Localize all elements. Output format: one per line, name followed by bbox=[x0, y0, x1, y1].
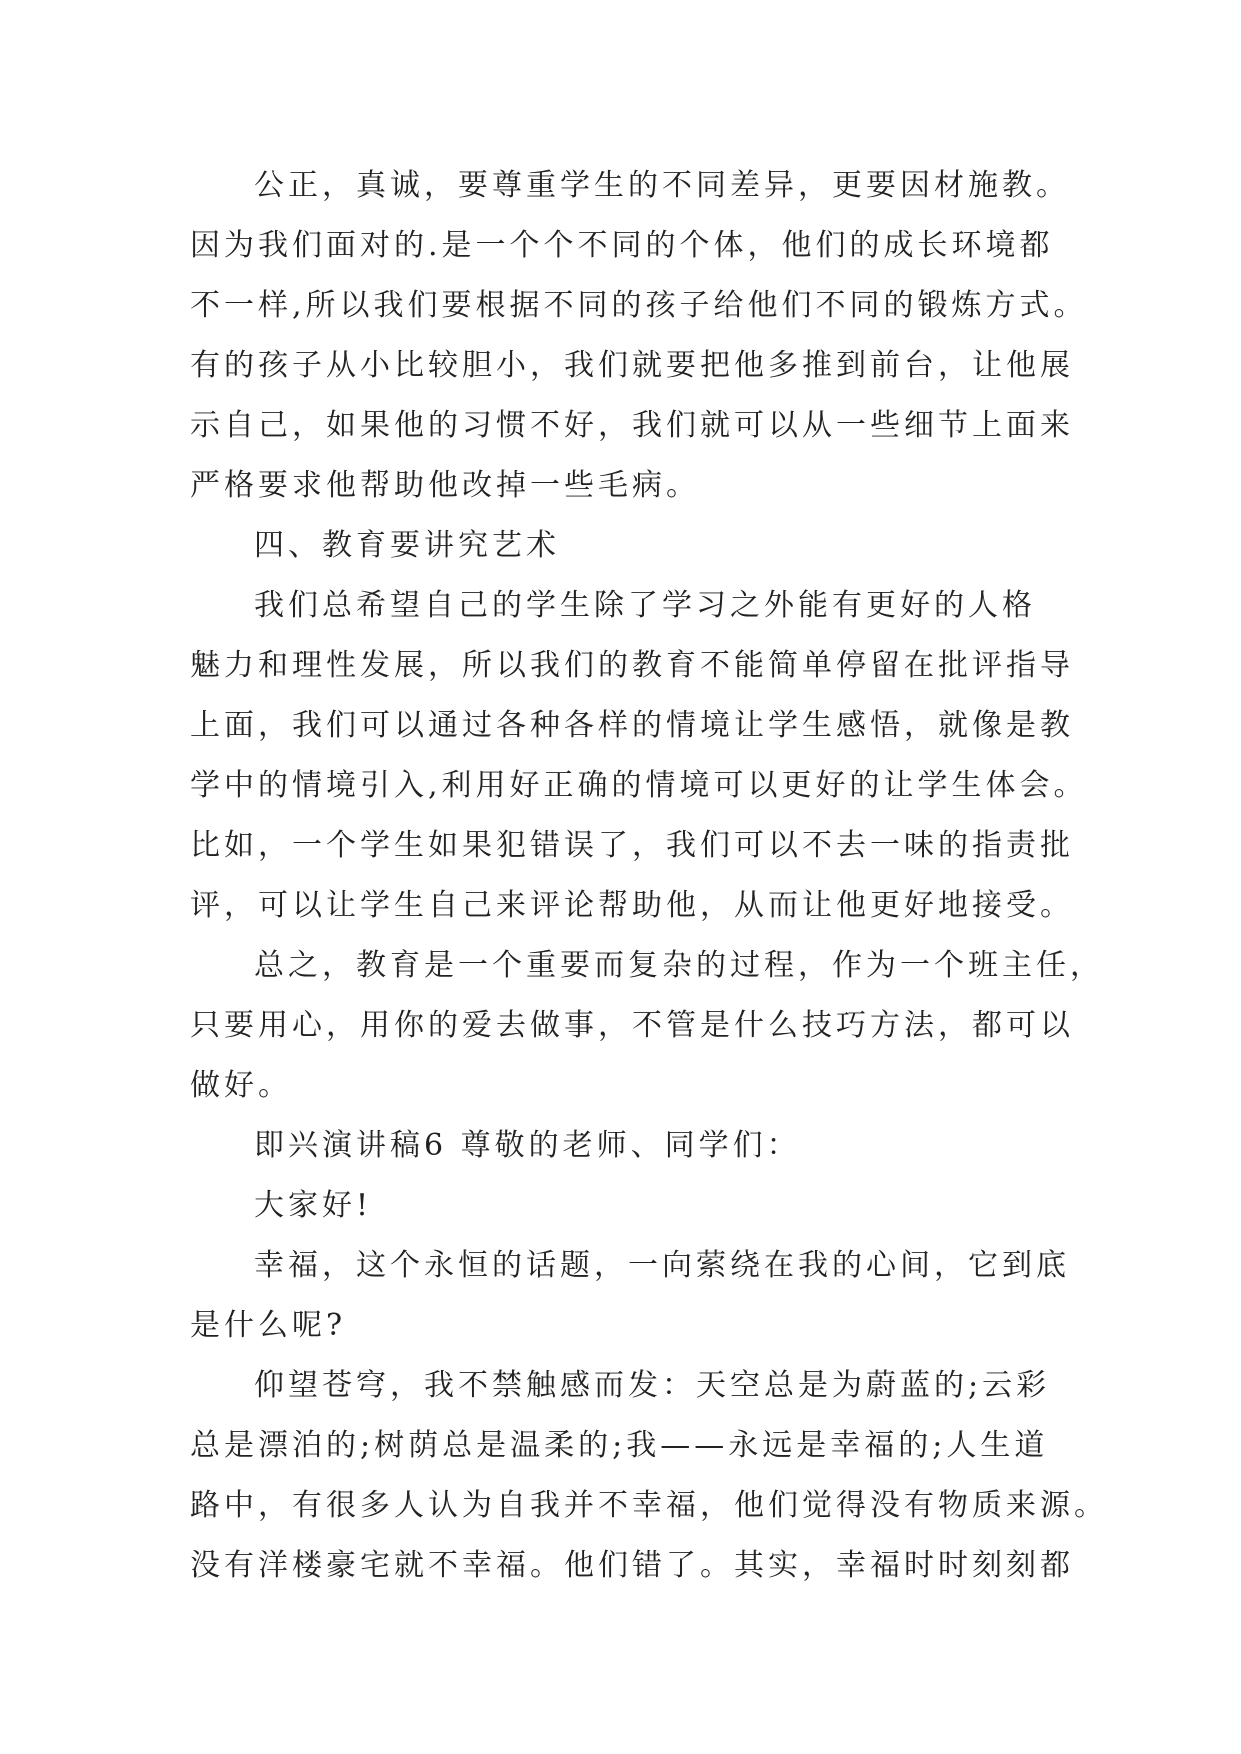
text-line: 没有洋楼豪宅就不幸福。他们错了。其实，幸福时时刻刻都 bbox=[190, 1548, 1074, 1583]
text-line: 上面，我们可以通过各种各样的情境让学生感悟，就像是教 bbox=[190, 708, 1074, 743]
section-heading: 四、教育要讲究艺术 bbox=[254, 528, 560, 563]
text-line: 是什么呢? bbox=[190, 1308, 347, 1343]
text-line: 不一样,所以我们要根据不同的孩子给他们不同的锻炼方式。 bbox=[190, 288, 1088, 323]
text-line: 我们总希望自己的学生除了学习之外能有更好的人格 bbox=[254, 588, 1036, 623]
text-line: 公正，真诚，要尊重学生的不同差异，更要因材施教。 bbox=[254, 168, 1070, 203]
text-line: 学中的情境引入,利用好正确的情境可以更好的让学生体会。 bbox=[190, 768, 1088, 803]
text-line: 比如，一个学生如果犯错误了，我们可以不去一味的指责批 bbox=[190, 828, 1074, 863]
text-line: 严格要求他帮助他改掉一些毛病。 bbox=[190, 468, 700, 503]
text-line: 因为我们面对的.是一个个不同的个体，他们的成长环境都 bbox=[190, 228, 1054, 263]
text-line: 魅力和理性发展，所以我们的教育不能简单停留在批评指导 bbox=[190, 648, 1074, 683]
text-line: 总之，教育是一个重要而复杂的过程，作为一个班主任， bbox=[254, 948, 1104, 983]
text-line: 评，可以让学生自己来评论帮助他，从而让他更好地接受。 bbox=[190, 888, 1074, 923]
text-line: 示自己，如果他的习惯不好，我们就可以从一些细节上面来 bbox=[190, 408, 1074, 443]
text-line: 只要用心，用你的爱去做事，不管是什么技巧方法，都可以 bbox=[190, 1008, 1074, 1043]
text-line: 总是漂泊的;树荫总是温柔的;我——永远是幸福的;人生道 bbox=[190, 1428, 1049, 1463]
text-line: 仰望苍穹，我不禁触感而发：天空总是为蔚蓝的;云彩 bbox=[254, 1368, 1051, 1403]
text-line: 路中，有很多人认为自我并不幸福，他们觉得没有物质来源。 bbox=[190, 1488, 1108, 1523]
document-body bbox=[190, 160, 1108, 1600]
text-line: 做好。 bbox=[190, 1068, 292, 1103]
greeting: 大家好! bbox=[254, 1188, 373, 1223]
speech-title: 即兴演讲稿6 尊敬的老师、同学们： bbox=[254, 1128, 801, 1163]
text-line: 幸福，这个永恒的话题，一向萦绕在我的心间，它到底 bbox=[254, 1248, 1070, 1283]
text-line: 有的孩子从小比较胆小，我们就要把他多推到前台，让他展 bbox=[190, 348, 1074, 383]
